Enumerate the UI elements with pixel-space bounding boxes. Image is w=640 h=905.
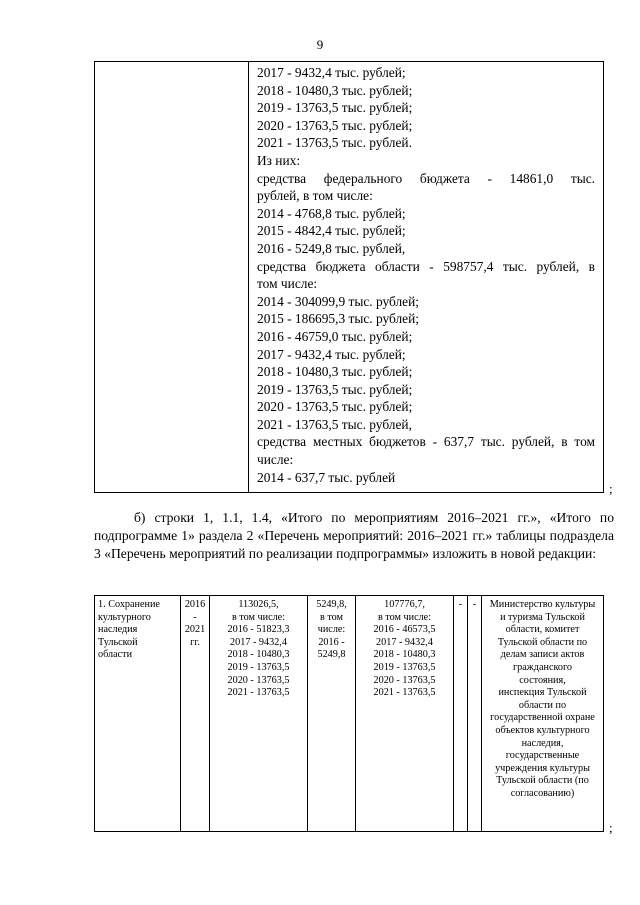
cell-line: культурного [98,611,151,623]
financing-line: средства местных бюджетов - 637,7 тыс. рублей, в том [257,434,595,450]
financing-line: 2017 - 9432,4 тыс. рублей; [257,346,406,362]
cell-line: - [193,611,197,623]
cell-line: государственные [505,750,580,762]
cell-line: согласованию) [510,787,575,799]
cell-line: 2019 - 13763,5 [373,661,436,673]
financing-line: средства бюджета области - 598757,4 тыс. рублей, в [257,258,595,274]
activities-table [94,595,604,832]
bottom-table-end-semicolon: ; [609,820,613,835]
cell-line: Тульской области по [497,636,588,648]
financing-line: 2015 - 4842,4 тыс. рублей; [257,223,406,239]
cell-line: объектов культурного [495,724,590,736]
cell-line: области, комитет [505,624,580,636]
financing-line: Из них: [257,152,301,168]
cell-line: 2017 - 9432,4 [230,636,287,648]
cell-line: 2021 - 13763,5 [373,687,436,699]
cell-line: в том [319,611,344,623]
financing-line: 2021 - 13763,5 тыс. рублей, [257,416,412,432]
cell-line: 2021 [184,624,206,636]
total-amount-cell [210,596,308,831]
cell-line: гражданского [512,661,573,673]
cell-line: в том числе: [377,611,432,623]
financing-line: 2018 - 10480,3 тыс. рублей; [257,82,413,98]
cell-line: Тульской области (по [496,775,589,787]
period-cell [181,596,210,831]
cell-line: 2016 - 46573,5 [373,624,436,636]
financing-line: 2014 - 4768,8 тыс. рублей; [257,205,406,221]
financing-line: 2016 - 5249,8 тыс. рублей, [257,240,406,256]
cell-line: в том числе: [231,611,286,623]
financing-line: числе: [257,452,294,468]
cell-line: числе: [317,624,346,636]
cell-line: 2021 - 13763,5 [227,687,290,699]
financing-line: 2021 - 13763,5 тыс. рублей. [257,135,412,151]
financing-line: 2019 - 13763,5 тыс. рублей; [257,381,413,397]
cell-line: 2020 - 13763,5 [373,674,436,686]
cell-line: 2019 - 13763,5 [227,661,290,673]
cell-line: 2018 - 10480,3 [373,649,436,661]
cell-line: наследия [98,624,138,636]
continuation-table-left-cell [95,62,249,492]
financing-line: рублей, в том числе: [257,188,373,204]
table-end-semicolon: ; [609,481,613,496]
cell-line: государственной охране [490,712,595,724]
cell-line: 2016 - [318,636,345,648]
financing-line: 2019 - 13763,5 тыс. рублей; [257,100,413,116]
activity-name-cell [95,596,181,831]
continuation-table-financing-cell [257,64,595,486]
financing-line: 2020 - 13763,5 тыс. рублей; [257,399,413,415]
cell-line: состояния, [519,674,566,686]
cell-line: 2017 - 9432,4 [376,636,433,648]
financing-line: 2018 - 10480,3 тыс. рублей; [257,364,413,380]
cell-line: Министерство культуры [489,599,596,610]
cell-line: 2020 - 13763,5 [227,674,290,686]
cell-line: 5249,8, [316,599,347,610]
cell-line: 2016 - 51823,3 [227,624,290,636]
financing-line: 2015 - 186695,3 тыс. рублей; [257,311,420,327]
federal-budget-cell [308,596,356,831]
page-number: 9 [316,37,324,52]
cell-line: 5249,8 [317,649,346,661]
financing-line: 2014 - 304099,9 тыс. рублей; [257,293,420,309]
financing-line: 2020 - 13763,5 тыс. рублей; [257,117,413,133]
financing-line: средства федерального бюджета - 14861,0 тыс. [257,170,595,186]
local-budget-cell [454,596,468,831]
cell-line: наследия, [521,737,564,749]
responsible-executors-cell [482,596,603,831]
financing-line: 2017 - 9432,4 тыс. рублей; [257,65,406,80]
amendment-paragraph [94,509,614,562]
cell-line: 113026,5, [238,599,279,610]
financing-line: том числе: [257,276,318,292]
cell-line: области [98,649,133,661]
cell-line: гг. [190,636,200,648]
continuation-table [94,61,604,493]
cell-line: 107776,7, [384,599,425,610]
financing-line: 2016 - 46759,0 тыс. рублей; [257,328,413,344]
cell-line: области по [518,699,567,711]
amendment-paragraph-text: б) строки 1, 1.1, 1.4, «Итого по мероприятиям 2016–2021 гг.», «Итого по подпрограмме 1» раздела 2 «Перечень мероприятий: 2016–2021 гг.» таблицы подраздела 3 «Перечень мероприятий по реализации подпрограммы» изложить в новой редакции: [94,510,614,561]
financing-line: 2014 - 637,7 тыс. рублей [257,469,396,485]
cell-line: 2018 - 10480,3 [227,649,290,661]
cell-line: - [472,599,477,610]
cell-line: Тульской [98,636,138,648]
regional-budget-cell [356,596,454,831]
cell-line: 2016 [184,599,206,610]
cell-line: и туризма Тульской [500,611,585,623]
cell-line: 1. Сохранение [98,599,160,610]
cell-line: инспекция Тульской [498,687,587,699]
other-sources-cell [468,596,482,831]
cell-line: - [458,599,463,610]
cell-line: учреждения культуры [495,762,590,774]
cell-line: делам записи актов [500,649,585,661]
